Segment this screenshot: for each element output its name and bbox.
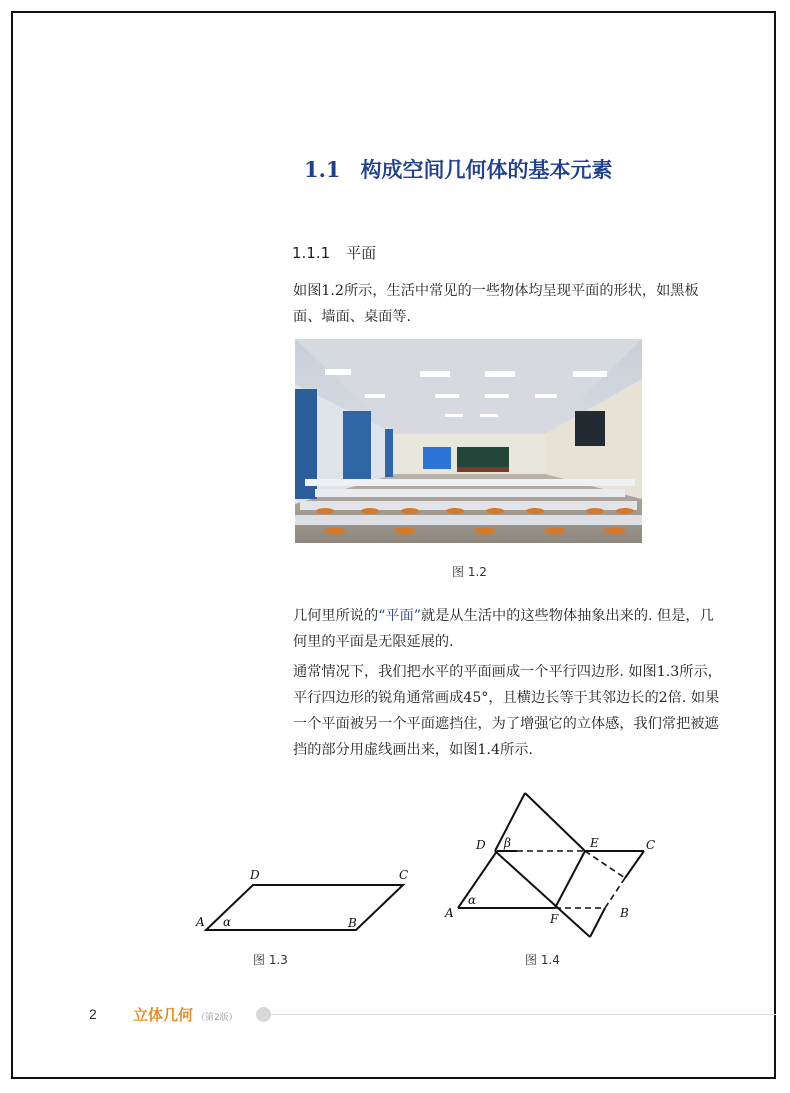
- subsection-title: [292, 242, 376, 263]
- fig14-label-F: F: [550, 912, 559, 926]
- footer-dot-decoration: [256, 1007, 271, 1022]
- subsection-heading: 平面: [346, 244, 377, 262]
- figure-1-4-intersecting-planes: [440, 785, 670, 945]
- book-title: [133, 1004, 238, 1025]
- fig13-label-A: A: [196, 915, 205, 929]
- paragraph-2-start: 几何里所说的: [293, 608, 379, 624]
- section-title: [304, 154, 613, 184]
- figure-1-2-caption: 图 1.2: [452, 565, 487, 579]
- subsection-number: 1.1.1: [292, 244, 331, 262]
- paragraph-1: 如图1.2所示，生活中常见的一些物体均呈现平面的形状，如黑板面、墙面、桌面等.: [293, 283, 699, 325]
- section-number: 1.1: [304, 157, 341, 182]
- paragraph-2-end: 就是从生活中的这些物体抽象出来的. 但是，几何里的平面是无限延展的.: [293, 608, 714, 650]
- figure-1-3-caption: 图 1.3: [253, 953, 288, 967]
- fig14-label-C: C: [646, 838, 656, 852]
- fig13-label-D: D: [250, 868, 260, 882]
- fig14-label-B: B: [620, 906, 629, 920]
- section-heading: 构成空间几何体的基本元素: [360, 157, 613, 182]
- fig14-label-D: D: [476, 838, 486, 852]
- fig14-label-alpha: α: [468, 893, 477, 907]
- plane-term-highlight: “平面”: [378, 608, 422, 624]
- fig14-label-A: A: [445, 906, 454, 920]
- paragraph-3: 通常情况下，我们把水平的平面画成一个平行四边形. 如图1.3所示，平行四边形的锐角通常画成45°，且横边长等于其邻边长的2倍. 如果一个平面被另一个平面遮挡住，为了增强它的立体感，我们常把被遮挡的部分用虚线画出来，如图1.4所示.: [293, 664, 722, 758]
- footer-rule: [271, 1014, 776, 1015]
- figure-1-4-caption: 图 1.4: [525, 953, 560, 967]
- fig14-label-E: E: [590, 836, 599, 850]
- classroom-photo: [295, 339, 642, 543]
- book-edition: （第2版）: [196, 1013, 238, 1023]
- fig13-label-B: B: [348, 916, 357, 930]
- figure-1-3-parallelogram: [190, 860, 420, 940]
- fig14-label-beta: β: [504, 836, 511, 850]
- fig13-label-C: C: [399, 868, 409, 882]
- paragraph-2: [258, 603, 723, 655]
- fig13-label-alpha: α: [223, 915, 232, 929]
- book-title-text: 立体几何: [133, 1006, 194, 1024]
- page-number: 2: [89, 1006, 97, 1022]
